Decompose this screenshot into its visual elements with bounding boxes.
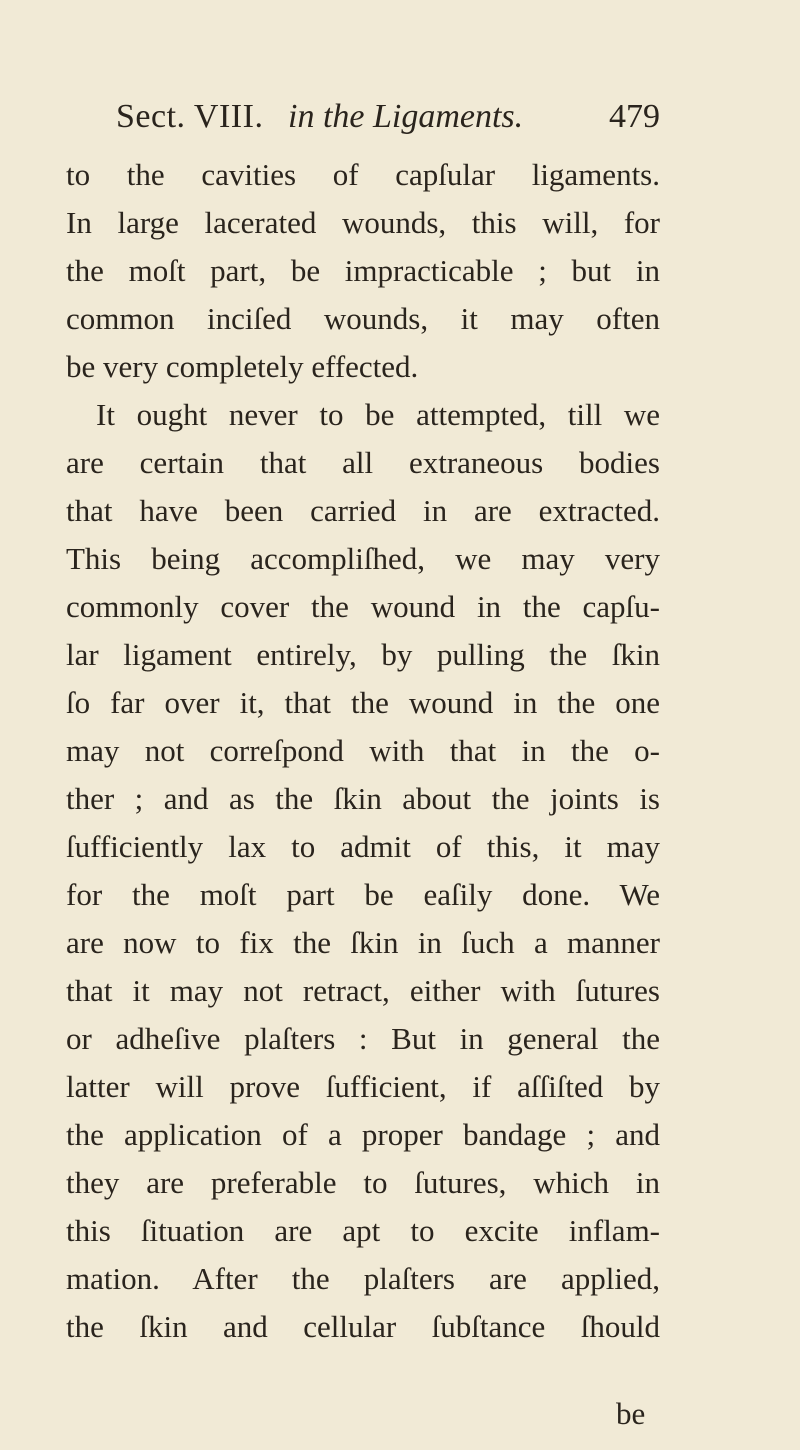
catchword: be (616, 1396, 646, 1431)
text-line: mation. After the plaſters are applied, (66, 1261, 660, 1296)
text-line: may not correſpond with that in the o- (66, 733, 660, 768)
text-line: are certain that all extraneous bodies (66, 445, 660, 480)
text-line: this ſituation are apt to excite inflam- (66, 1213, 660, 1248)
text-line: or adheſive plaſters : But in general the (66, 1021, 660, 1056)
text-line: that it may not retract, either with ſutures (66, 973, 660, 1008)
text-line: be very completely effected. (66, 349, 419, 384)
text-line: ther ; and as the ſkin about the joints is (66, 781, 660, 816)
page-number: 479 (609, 98, 660, 135)
text-line: lar ligament entirely, by pulling the ſkin (66, 637, 660, 672)
text-line: they are preferable to ſutures, which in (66, 1165, 660, 1200)
section-label: Sect. VIII. (116, 98, 264, 135)
text-line: the ſkin and cellular ſubſtance ſhould (66, 1309, 660, 1344)
text-line: the moſt part, be impracticable ; but in (66, 253, 660, 288)
text-line: ſo far over it, that the wound in the one (66, 685, 660, 720)
text-line: commonly cover the wound in the capſu- (66, 589, 660, 624)
body-text (66, 151, 660, 1351)
running-header (116, 98, 660, 144)
text-line: the application of a proper bandage ; and (66, 1117, 660, 1152)
text-line: common inciſed wounds, it may often (66, 301, 660, 336)
text-line: to the cavities of capſular ligaments. (66, 157, 660, 192)
text-line: latter will prove ſufficient, if aſſiſted by (66, 1069, 660, 1104)
text-line: ſufficiently lax to admit of this, it may (66, 829, 660, 864)
text-line: are now to fix the ſkin in ſuch a manner (66, 925, 660, 960)
running-title: in the Ligaments. (288, 98, 524, 135)
text-line: It ought never to be attempted, till we (96, 397, 660, 432)
text-line: that have been carried in are extracted. (66, 493, 660, 528)
text-line: This being accompliſhed, we may very (66, 541, 660, 576)
text-line: for the moſt part be eaſily done. We (66, 877, 660, 912)
text-line: In large lacerated wounds, this will, for (66, 205, 660, 240)
